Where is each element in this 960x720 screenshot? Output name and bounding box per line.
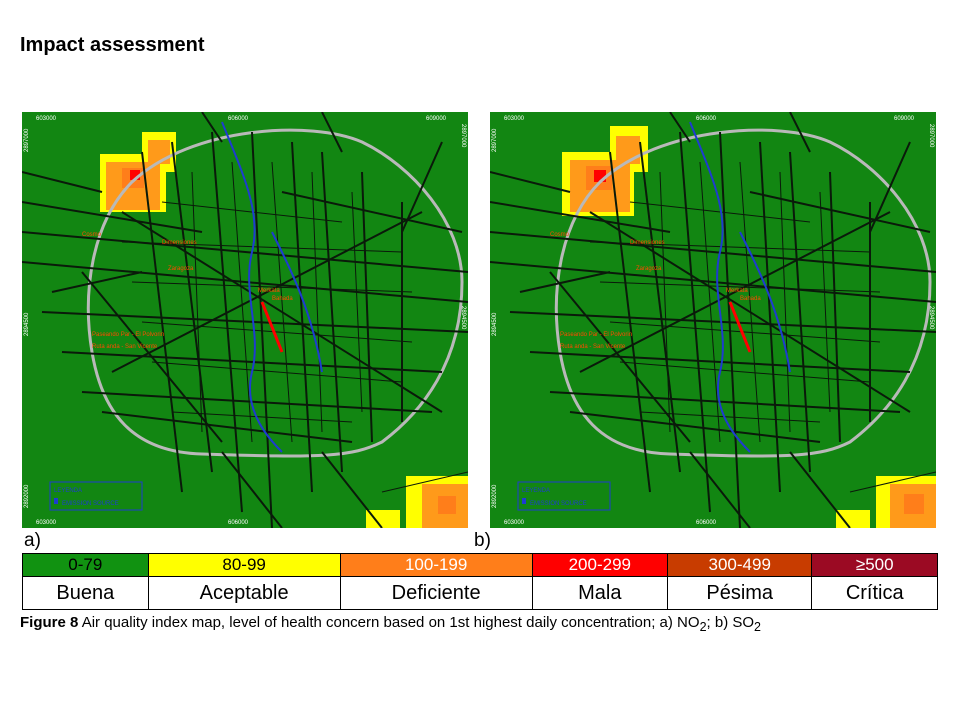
emission-source-icon <box>54 498 58 504</box>
aqi-range-cell: 100-199 <box>340 554 532 577</box>
coord-left-2: 2894500 <box>492 312 498 336</box>
place-label: Bahada <box>272 296 293 302</box>
aqi-range-cell: ≥500 <box>812 554 938 577</box>
coord-bottom-1: 603000 <box>36 520 57 526</box>
aqi-category-cell: Crítica <box>812 577 938 610</box>
coord-top-2: 606000 <box>696 116 717 122</box>
coord-left-2: 2894500 <box>24 312 30 336</box>
aqi-category-cell: Mala <box>532 577 667 610</box>
caption-sub-so2: 2 <box>754 620 761 634</box>
aqi-range-cell: 300-499 <box>667 554 812 577</box>
coord-right-2: 2894500 <box>928 306 934 330</box>
place-label: Paseando Par - El Polvorin <box>560 332 633 338</box>
coord-left-3: 2892000 <box>492 484 498 508</box>
coord-top-3: 609000 <box>426 116 447 122</box>
place-label: Ruta anda - San Vicente <box>92 344 158 350</box>
coord-right-1: 2897000 <box>460 124 466 148</box>
caption-text: Air quality index map, level of health concern based on 1st highest daily concentration; a) NO <box>81 614 700 631</box>
aqi-range-cell: 80-99 <box>148 554 340 577</box>
panel-label-a: a) <box>24 530 41 551</box>
map-legend-title: LEYENDA <box>522 488 551 494</box>
aqi-legend-table <box>22 553 938 610</box>
place-label: Bahada <box>740 296 761 302</box>
aqi-category-cell: Buena <box>23 577 149 610</box>
place-label: Merkata <box>726 288 748 294</box>
place-label: Cosmo <box>550 232 570 238</box>
map-b-svg <box>490 112 936 528</box>
place-label: Cosmo <box>82 232 102 238</box>
coord-left-3: 2892000 <box>24 484 30 508</box>
coord-right-1: 2897000 <box>928 124 934 148</box>
place-label: Paseando Par - El Polvorin <box>92 332 165 338</box>
place-label: Zaragoza <box>168 266 194 272</box>
aqi-category-row <box>23 577 938 610</box>
place-label: Merkata <box>258 288 280 294</box>
aqi-category-cell: Aceptable <box>148 577 340 610</box>
aqi-range-cell: 0-79 <box>23 554 149 577</box>
place-label: Dimensiones <box>630 240 665 246</box>
coord-bottom-1: 603000 <box>504 520 525 526</box>
coord-right-2: 2894500 <box>460 306 466 330</box>
slide-title: Impact assessment <box>20 34 205 56</box>
map-panel-b <box>490 112 936 528</box>
coord-left-1: 2897000 <box>492 128 498 152</box>
aqi-category-cell: Pésima <box>667 577 812 610</box>
map-legend-entry: EMISSION SOURCE <box>62 501 119 507</box>
coord-bottom-2: 606000 <box>696 520 717 526</box>
caption-sub-no2: 2 <box>699 620 707 634</box>
figure-caption <box>20 614 950 634</box>
coord-left-1: 2897000 <box>24 128 30 152</box>
map-legend-entry: EMISSION SOURCE <box>530 501 587 507</box>
caption-label: Figure <box>20 614 66 631</box>
aqi-range-cell: 200-299 <box>532 554 667 577</box>
map-a-svg <box>22 112 468 528</box>
coord-top-1: 603000 <box>504 116 525 122</box>
coord-top-2: 606000 <box>228 116 249 122</box>
coord-top-1: 603000 <box>36 116 57 122</box>
place-label: Dimensiones <box>162 240 197 246</box>
map-panel-a <box>22 112 468 528</box>
map-legend-title: LEYENDA <box>54 488 83 494</box>
place-label: Ruta anda - San Vicente <box>560 344 626 350</box>
place-label: Zaragoza <box>636 266 662 272</box>
panel-label-b: b) <box>474 530 491 551</box>
coord-bottom-2: 606000 <box>228 520 249 526</box>
emission-source-icon <box>522 498 526 504</box>
aqi-range-row <box>23 554 938 577</box>
caption-mid: ; b) SO <box>706 614 755 631</box>
caption-number: 8 <box>70 614 79 631</box>
aqi-category-cell: Deficiente <box>340 577 532 610</box>
coord-top-3: 609000 <box>894 116 915 122</box>
